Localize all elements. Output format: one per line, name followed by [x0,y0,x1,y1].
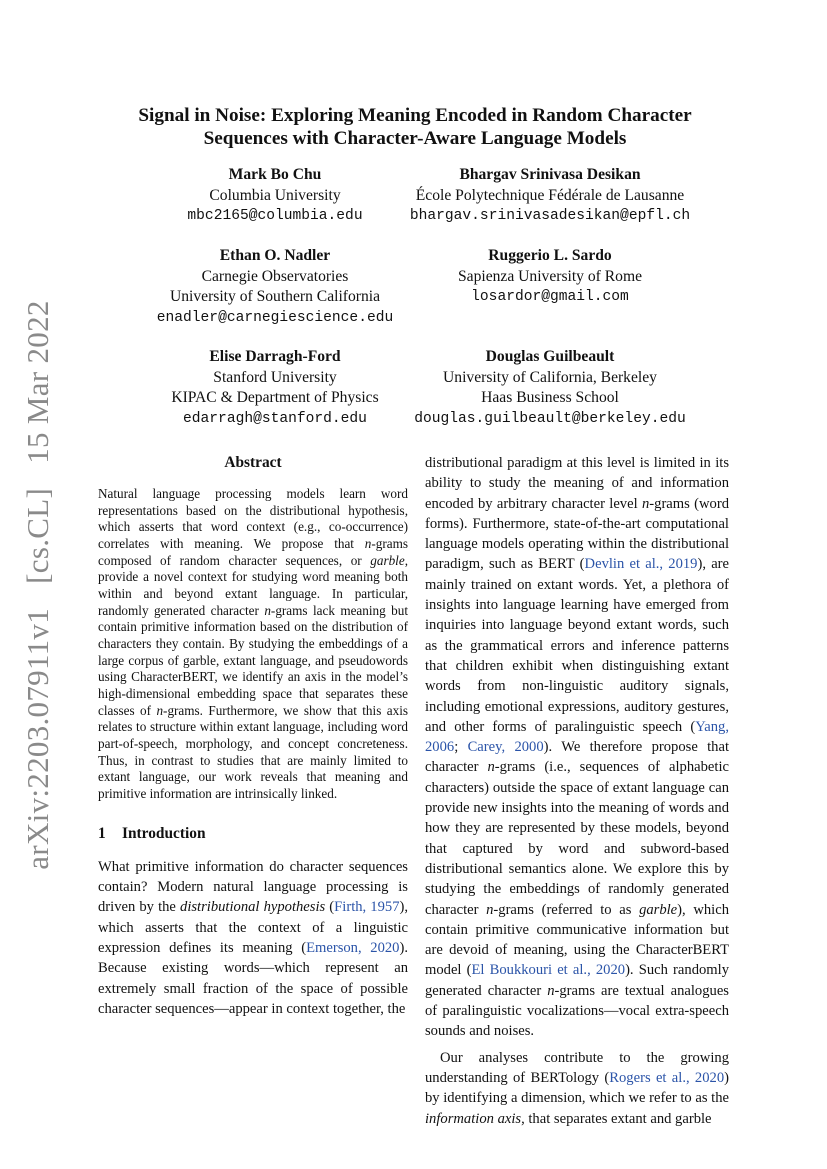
author-affiliation: Carnegie Observatories [201,267,349,285]
author-name: Elise Darragh-Ford [209,348,341,365]
author-email[interactable]: bhargav.srinivasadesikan@epfl.ch [409,208,691,224]
citation-link[interactable]: El Boukkouri et al., 2020 [471,962,626,979]
author-affiliation: Sapienza University of Rome [457,267,643,285]
author-block-guilbeault [390,347,710,429]
intro-paragraph-1-cont: distributional paradigm at this level is limited in its ability to study the meaning of and information encoded by arbitrary character level n-grams (word forms). Furthermore, state-of-the-art computational language models operating within the distributional paradigm, such as BERT (Devlin et al., 2019), are mainly trained on extant words. Yet, a plethora of insights into language learning have emerged from inquiries into language beyond extant words, such as the grammatical errors and inference patterns that children exhibit when distinguishing extant words from non-linguistic auditory signals, including emotional expressions, auditory gestures, and other forms of paralinguistic speech (Yang, 2006; Carey, 2000). We therefore propose that character n-grams (i.e., sequences of alphabetic characters) outside the space of extant language can provide new insights into the meaning of words and how they are represented by these models, beyond that captured by word and subword-based distributional semantics alone. We explore this by studying the embeddings of randomly generated character n-grams (referred to as garble), which contain primitive communicative information but are devoid of meaning, using the CharacterBERT model (El Boukkouri et al., 2020). Such randomly generated character n-grams are textual analogues of paralinguistic vocalizations—vocal extra-speech sounds and noises. [425,455,730,1040]
paper-title [100,104,730,150]
author-affiliation-2: KIPAC & Department of Physics [171,389,379,406]
citation-link[interactable]: Emerson, 2020 [306,939,400,956]
author-affiliation: University of California, Berkeley [443,368,657,386]
author-block-desikan [380,165,720,227]
author-affiliation-2: Haas Business School [481,389,619,406]
author-affiliation: Columbia University [209,186,341,204]
section-number: 1 [98,825,106,843]
author-email[interactable]: mbc2165@columbia.edu [187,208,363,224]
section-heading-introduction [98,824,408,844]
arxiv-category: [cs.CL] [20,487,55,584]
intro-paragraph-2: Our analyses contribute to the growing understanding of BERTology (Rogers et al., 2020) by identifying a dimension, which we refer to as the information axis, that separates extant and garble [425,1049,729,1127]
author-block-chu [150,165,400,227]
author-block-nadler [135,246,415,328]
author-email[interactable]: edarragh@stanford.edu [183,410,367,427]
author-name: Ethan O. Nadler [219,247,331,264]
right-column [425,453,729,1129]
title-line-2: Sequences with Character-Aware Language Models [203,128,627,149]
arxiv-stamp [20,300,56,869]
author-name: Ruggerio L. Sardo [488,247,612,264]
author-affiliation-2: University of Southern California [169,288,381,305]
abstract-heading: Abstract [224,454,282,471]
citation-link[interactable]: Yang, 2006 [425,718,729,756]
author-name: Mark Bo Chu [228,166,322,183]
author-affiliation: Stanford University [213,368,337,386]
author-name: Douglas Guilbeault [485,348,615,365]
citation-link[interactable]: Carey, 2000 [467,739,544,756]
section-title: Introduction [122,825,206,843]
author-email[interactable]: enadler@carnegiescience.edu [156,309,394,326]
citation-link[interactable]: Devlin et al., 2019 [584,556,698,573]
author-block-sardo [420,246,680,308]
arxiv-id: arXiv:2203.07911v1 [20,608,55,870]
citation-link[interactable]: Rogers et al., 2020 [609,1069,725,1086]
author-email[interactable]: douglas.guilbeault@berkeley.edu [414,410,686,427]
intro-paragraph-1-start: What primitive information do character sequences contain? Modern natural language processing is driven by the distributional hypothesis (Firth, 1957), which asserts that the context of a linguistic expression defines its meaning (Emerson, 2020). Because existing words—which represent an extremely small fraction of the space of possible character sequences—appear in context together, the [98,858,409,1017]
author-block-darragh-ford [150,347,400,429]
title-line-1: Signal in Noise: Exploring Meaning Encoded in Random Character [138,105,692,126]
author-email[interactable]: losardor@gmail.com [471,289,629,305]
citation-link[interactable]: Firth, 1957 [334,899,400,916]
author-affiliation: École Polytechnique Fédérale de Lausanne [415,186,685,204]
abstract-text: Natural language processing models learn word representations based on the distributional hypothesis, which asserts that word context (e.g., co-occurrence) correlates with meaning. We propose that n-grams composed of random character sequences, or garble, provide a novel context for studying word meaning both within and beyond extant language. In particular, randomly generated character n-grams lack meaning but contain primitive information based on the distribution of characters they contain. By studying the embeddings of a large corpus of garble, extant language, and pseudowords using CharacterBERT, we identify an axis in the model’s high-dimensional embedding space that separates these classes of n-grams. Furthermore, we show that this axis relates to structure within extant language, including word part-of-speech, morphology, and concept concreteness. Thus, in contrast to studies that are mainly limited to extant language, our work reveals that meaning and primitive information are intrinsically linked. [98,486,408,801]
author-name: Bhargav Srinivasa Desikan [459,166,641,183]
left-column [98,453,408,1019]
arxiv-date: 15 Mar 2022 [20,300,55,464]
